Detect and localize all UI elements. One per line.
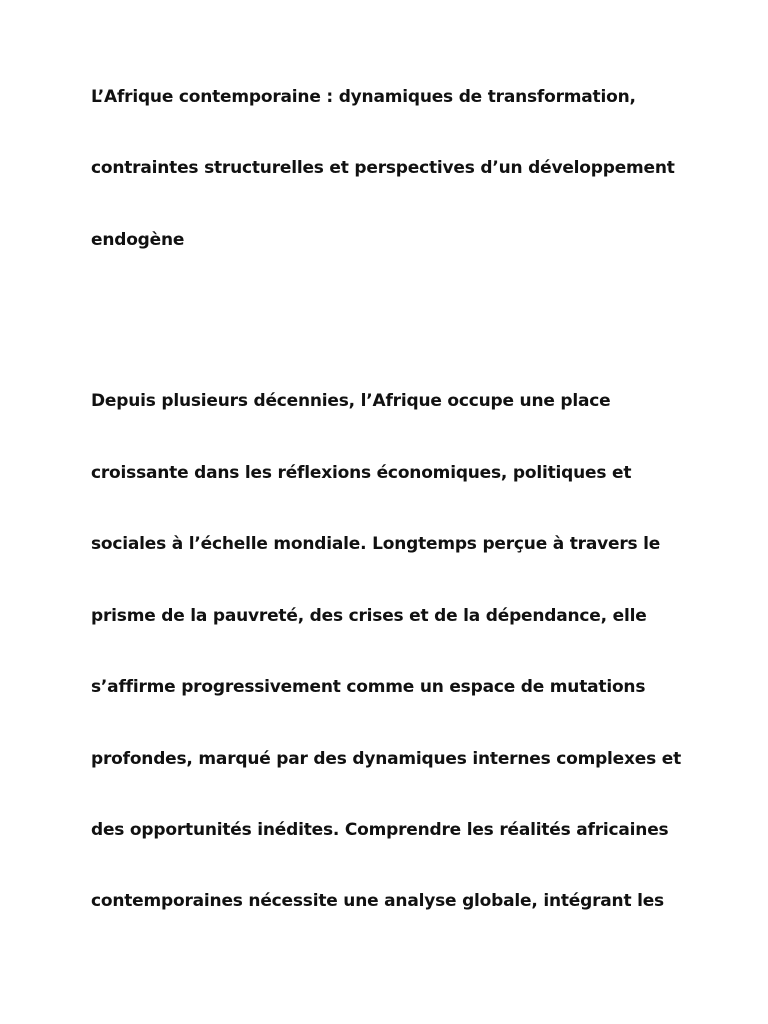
title-line: endogène xyxy=(91,230,185,250)
paragraph-line: s’affirme progressivement comme un espace de mutations xyxy=(91,677,646,697)
title-line: L’Afrique contemporaine : dynamiques de transformation, xyxy=(91,87,636,107)
paragraph-line: sociales à l’échelle mondiale. Longtemps perçue à travers le xyxy=(91,534,661,554)
paragraph-line: prisme de la pauvreté, des crises et de la dépendance, elle xyxy=(91,606,647,626)
paragraph-line: contemporaines nécessite une analyse globale, intégrant les xyxy=(91,891,664,911)
paragraph-line: croissante dans les réflexions économiques, politiques et xyxy=(91,463,632,483)
paragraph-line: des opportunités inédites. Comprendre les réalités africaines xyxy=(91,820,669,840)
paragraph-line: profondes, marqué par des dynamiques internes complexes et xyxy=(91,749,681,769)
paragraph-line: Depuis plusieurs décennies, l’Afrique occupe une place xyxy=(91,391,611,411)
title-line: contraintes structurelles et perspectives d’un développement xyxy=(91,158,675,178)
